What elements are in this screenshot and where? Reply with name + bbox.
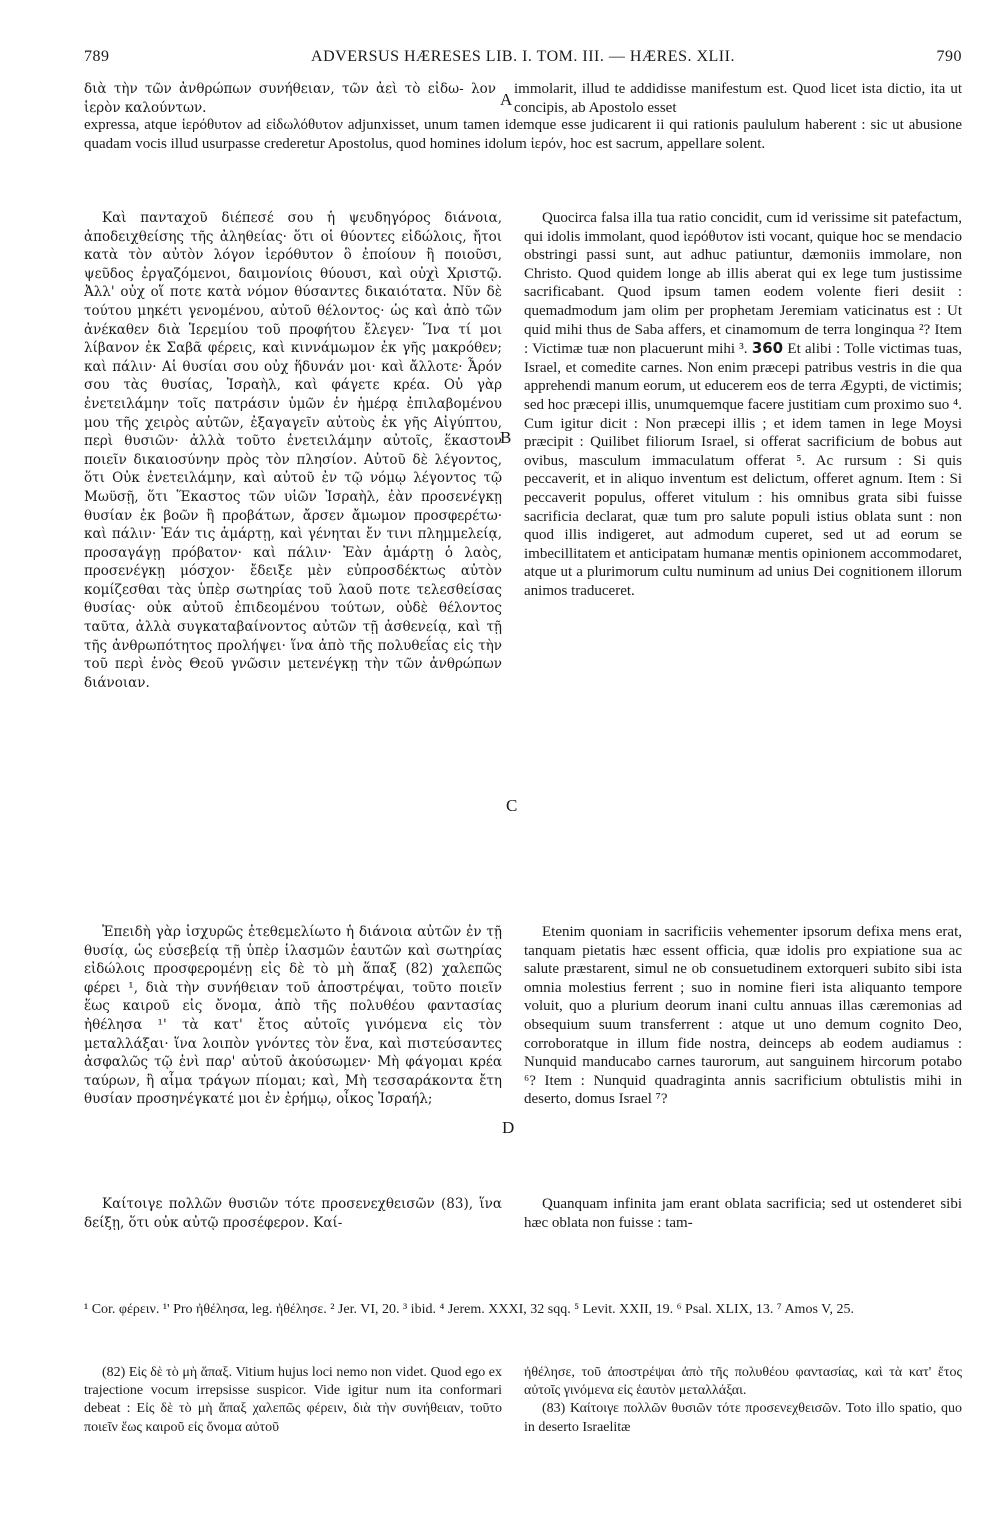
- latin-paragraph: [524, 209, 962, 600]
- latin-text: Quocirca falsa illa tua ratio concidit, cum id verissime sit patefactum, qui idolis immolant, quod ἱερόθυτον isti vocant, quique hoc se mendacio obstringi passi sunt, aut adhuc patiuntur, dæmoniis immolare, non Christo. Quod quidem longe ab illis aberat qui ex lege tum justissime sacrificabant. Quod ipsum tamen eodem volente fieri desiit : quemadmodum jam olim per prophetam Jeremiam vaticinatus est : Ut quid mihi thus de Saba affers, et cinamomum de terra longinqua ²? Item : Victimæ tuæ non placuerunt mihi ³.: [524, 210, 962, 358]
- margin-number: 360: [751, 339, 784, 358]
- note-82-continued: ἠθέλησε, τοῦ ἀποστρέψαι ἀπὸ τῆς πολυθέου φαντασίας, καὶ τὰ κατ' ἔτος αὐτοῖς γινόμενα εἰς ἑαυτὸν μεταλλάξαι.: [524, 1365, 962, 1399]
- section-marker-b: B: [500, 428, 512, 447]
- section-marker-a: A: [500, 90, 513, 109]
- page-number-right: 790: [936, 48, 962, 65]
- reference-footnotes: ¹ Cor. φέρειν. ¹' Pro ἠθέλησα, leg. ἠθέλησε. ² Jer. VI, 20. ³ ibid. ⁴ Jerem. XXXI, 32 sqq. ⁵ Levit. XXII, 19. ⁶ Psal. XLIX, 13. ⁷ Amos V, 25.: [84, 1302, 854, 1317]
- latin-paragraph: Etenim quoniam in sacrificiis vehementer ipsorum defixa mens erat, tanquam pietatis hæc essent officia, quæ idolis pro expiatione sua ac salute præstarent, simul ne ob consuetudinem extorqueri subito sibi ista omnia molestius ferrent ; suo in nomine fieri ista aliquanto tempore voluit, quo a plurium deorum inani cultu annuas illas cæremonias ad obsequium suum transferrent : atque ut uno demum cognito Deo, corroboratque in illum fide nostra, deinceps ab eodem audiamus : Nunquid manducabo carnes taurorum, aut sanguinem hircorum potabo ⁶? Item : Nunquid quadraginta annis sacrificium obtulistis mihi in deserto, domus Israel ⁷?: [524, 924, 962, 1108]
- greek-column-paragraph-3: [84, 1195, 502, 1232]
- greek-opening-lines: διὰ τὴν τῶν ἀνθρώπων συνήθειαν, τῶν ἀεὶ τὸ εἰδω- λον ἱερὸν καλούντων.: [84, 81, 496, 116]
- latin-column-paragraph-3: [524, 1195, 962, 1232]
- running-header: [84, 48, 962, 72]
- editorial-notes-left: [84, 1364, 502, 1437]
- notes-divider: [84, 1352, 962, 1353]
- greek-paragraph: Ἐπειδὴ γὰρ ἰσχυρῶς ἐτεθεμελίωτο ἡ διάνοια αὐτῶν ἐν τῇ θυσίᾳ, ὡς εὐσεβείᾳ τῇ ὑπὲρ ἱλασμῶν ἑαυτῶν καὶ σωτηρίας εἰδώλοις προσφερομένῃ εἰς δὲ τὸ μὴ ἅπαξ (82) χαλεπῶς φέρει ¹, διὰ τὴν συνήθειαν τοῦ ἀποστρέψαι, τοῦτο ποιεῖν ἕως καιροῦ εἰς ὄνομα, ἀπὸ τῆς πολυθέου φαντασίας ἠθέλησα ¹' τὰ κατ' ἔτος αὐτοῖς γινόμενα εἰς τὸν μεταλλάξαι· ἵνα λοιπὸν γνόντες τὸν ἕνα, καὶ πιστεύσαντες ἀσφαλῶς τῷ ἑνὶ παρ' αὐτοῦ ἀκούσωμεν· Μὴ φάγομαι κρέα ταύρων, ἢ αἷμα τράγων πίομαι; καὶ, Μὴ τεσσαράκοντα ἔτη θυσίαν προσηνέγκατέ μοι ἐν ἐρήμῳ, οἶκος Ἰσραήλ;: [84, 924, 502, 1108]
- latin-opening-lines: immolarit, illud te addidisse manifestum est. Quod licet ista dictio, ita ut concipis, ab Apostolo esset: [514, 81, 962, 116]
- note-83: (83) Καίτοιγε πολλῶν θυσιῶν τότε προσενεχθεισῶν. Toto illo spatio, quo in deserto Israelitæ: [524, 1401, 962, 1435]
- full-width-latin-line: expressa, atque ἱερόθυτον ad εἰδωλόθυτον adjunxisset, unum tamen idemque esse judicarent ii qui rationis paululum haberent : sic ut abusione quadam vocis illud usurpasse crederetur Apostolus, quod homines idolum ἱερόν, hoc est sacrum, appellare solent.: [84, 117, 962, 152]
- running-title: ADVERSUS HÆRESES LIB. I. TOM. III. — HÆRES. XLII.: [311, 48, 735, 65]
- section-marker-c: C: [506, 796, 518, 815]
- page-number-left: 789: [84, 48, 110, 65]
- latin-column-paragraph-2: [524, 923, 962, 1109]
- latin-text: Et alibi : Tolle victimas tuas, Israel, et comedite carnes. Non enim præcepi patribus vestris in die qua apprehendi manum eorum, ut educerem eos de terra Ægypti, de victimis; sed hoc præcepi illis, unumquemque facere justitiam cum proximo suo ⁴. Cum igitur dicit : Non præcepi illis ; et idem tamen in lege Moysi præcipit : Quilibet filiorum Israel, si offerat sacrificium de bobus aut ovibus, masculum immaculatum offerat ⁵. Ac rursum : Si quis peccaverit, et in aliquo inventum est delictum, offeret agnum. Item : Si peccaverit populus, offeret vitulum : his omnibus grata sibi fuisse sacrificia declarat, quæ tum pro salute populi istius oblata sunt : non quod illis indigeret, aut admodum cuperet, sed ut ad eorum se imbecillitatem et anticipatam humanæ mentis opinionem accommodaret, atque ut a plurimorum cultu numinum ad unius Dei cognitionem illorum animos traduceret.: [524, 341, 963, 599]
- latin-paragraph: Quanquam infinita jam erant oblata sacrificia; sed ut ostenderet sibi hæc oblata non fuisse : tam-: [524, 1196, 962, 1231]
- greek-paragraph: Καὶ πανταχοῦ διέπεσέ σου ἡ ψευδηγόρος διάνοια, ἀποδειχθείσης τῆς ἀληθείας· ὅτι οἱ θύοντες εἰδώλοις, ἤτοι κατὰ τὸν αὐτὸν λόγον ἱερόθυτον ὃ ἐποίουν ἢ ποιοῦσι, ψεῦδος ἐργαζόμενοι, δαιμονίοις θύουσι, καὶ οὐχὶ Χριστῷ. Ἀλλ' οὐχ οἵ ποτε κατὰ νόμον θύσαντες δικαιότατα. Νῦν δὲ τούτου μηκέτι γενομένου, αὐτοῦ θέλοντος· ὡς καὶ ἀπὸ τῶν ἀνέκαθεν διὰ Ἱερεμίου τοῦ προφήτου ἔλεγεν· Ἵνα τί μοι λίβανον ἐκ Σαβᾶ φέρεις, καὶ κιννάμωμον ἐκ γῆς μακρόθεν; καὶ πάλιν· Αἱ θυσίαι σου οὐχ ἥδυνάν μοι· καὶ ἄλλοτε· Ἆρόν σου τὰς θυσίας, Ἰσραὴλ, καὶ φάγετε κρέα. Οὐ γὰρ ἐνετειλάμην τοῖς πατράσιν ὑμῶν ἐν ἡμέρᾳ ἐπιλαβομένου μου τῆς χειρὸς αὐτῶν, ἐξαγαγεῖν αὐτοὺς ἐκ γῆς Αἰγύπτου, περὶ θυσιῶν· ἀλλὰ τοῦτο ἐνετειλάμην αὐτοῖς, ἕκαστον ποιεῖν δικαιοσύνην πρὸς τὸν πλησίον. Αὐτοῦ δὲ λέγοντος, ὅτι Οὐκ ἐνετειλάμην, καὶ αὐτοῦ ἐν τῷ νόμῳ λέγοντος τῷ Μωϋσῇ, ὅτι Ἕκαστος τῶν υἱῶν Ἰσραὴλ, ἐὰν προσενέγκῃ θυσίαν ἐκ βοῶν ἢ προβάτων, ἄρσεν ἄμωμον προσφερέτω· καὶ πάλιν· Ἐάν τις ἁμάρτῃ, καὶ γένηται ἔν τινι πλημμελείᾳ, προσαγάγῃ πρόβατον· καὶ πάλιν· Ἐὰν ἁμάρτῃ ὁ λαὸς, προσενέγκῃ μόσχον· ἔδειξε μὲν εὐπροσδέκτως αὐτὸν κομίζεσθαι τὰς ὑπὲρ σωτηρίας τοῦ λαοῦ ποτε τελεσθείσας θυσίας· οὐκ αὐτοῦ ἐπιδεομένου τούτων, οὐδὲ θέλοντος ταῦτα, ἀλλὰ συγκαταβαίνοντος αὐτῶν τῇ ἀσθενείᾳ, καὶ τῇ τῆς ἀνθρωπότητος προλήψει· ἵνα ἀπὸ τῆς πολυθεΐας εἰς τὴν τοῦ περὶ ἑνὸς Θεοῦ γνῶσιν μετενέγκῃ τὴν τῶν ἀνθρώπων διάνοιαν.: [84, 210, 502, 691]
- editorial-notes-right: [524, 1364, 962, 1437]
- greek-paragraph: Καίτοιγε πολλῶν θυσιῶν τότε προσενεχθεισῶν (83), ἵνα δείξῃ, ὅτι οὐκ αὐτῷ προσέφερον. Καί-: [84, 1196, 502, 1231]
- greek-column-paragraph-1: [84, 209, 502, 692]
- latin-column-paragraph-1: [524, 209, 962, 600]
- greek-column-paragraph-2: [84, 923, 502, 1109]
- note-82: (82) Εἰς δὲ τὸ μὴ ἅπαξ. Vitium hujus loci nemo non videt. Quod ego ex trajectione vocum irrepsisse suspicor. Vide igitur num ita conformari debeat : Εἰς δὲ τὸ μὴ ἅπαξ χαλεπῶς φέρειν, διὰ τὴν συνήθειαν, τοῦτο ποιεῖν ἕως καιροῦ εἰς ὄνομα αὐτοῦ: [84, 1365, 502, 1435]
- section-marker-d: D: [502, 1118, 515, 1137]
